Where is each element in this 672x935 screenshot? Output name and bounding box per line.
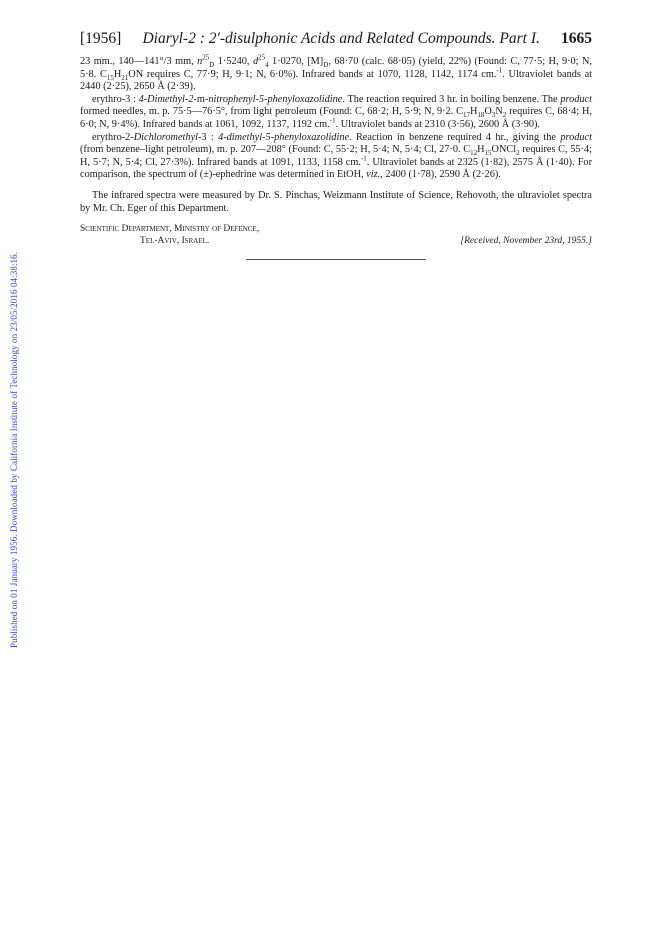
download-stamp <box>9 128 21 648</box>
article-footer <box>80 223 592 247</box>
journal-page <box>80 30 592 260</box>
city-line: Tel-Aviv, Israel. <box>140 236 210 247</box>
header-year: [1956] <box>80 30 122 47</box>
department-line: Scientific Department, Ministry of Defence, <box>80 224 260 235</box>
article-body <box>80 53 592 260</box>
paragraph-nitrophenyl-oxazolidine: erythro-3 : 4-Dimethyl-2-m-nitrophenyl-5-phenyloxazolidine. The reaction required 3 hr. in boiling benzene. The product formed needles, m. p. 75·5—76·5°, from light petroleum (Found: C, 68·2; H, 5·9; N, 9·2. $C_{17}H_{18}O_3N_2$ requires C, 68·4; H, 6·0; N, 9·4%). Infrared bands at 1061, 1092, 1137, 1192 cm.$^{-1}$. Ultraviolet bands at 2310 (3·56), 2600 Å (3·90). <box>80 93 592 130</box>
header-page-number: 1665 <box>561 30 592 47</box>
header-title: Diaryl-2 : 2′-disulphonic Acids and Related Compounds. Part I. <box>142 30 540 47</box>
download-stamp-text: Published on 01 January 1956. Downloaded by California Institute of Technology on 23/05/2016 04:38:16. <box>9 251 19 648</box>
paragraph-dichloromethyl-oxazolidine: erythro-2-Dichloromethyl-3 : 4-dimethyl-5-phenyloxazolidine. Reaction in benzene required 4 hr., giving the product (from benzene–light petroleum), m. p. 207—208° (Found: C, 55·2; H, 5·4; N, 5·4; Cl, 27·0. $C_{12}H_{15}ONCl_2$ requires C, 55·4; H, 5·7; N, 5·4; Cl, 27·3%). Infrared bands at 1091, 1133, 1158 cm.$^{-1}$. Ultraviolet bands at 2325 (1·82), 2575 Å (1·40). For comparison, the spectrum of (±)-ephedrine was determined in EtOH, viz., 2400 (1·78), 2590 Å (2·26). <box>80 131 592 181</box>
paragraph-compound-data: 23 mm., 140—141°/3 mm, $n^{25}_D$ 1·5240, $d^{25}_4$ 1·0270, $[M]_D$, 68·70 (calc. 68·05) (yield, 22%) (Found: C, 77·5; H, 9·0; N, 5·8. $C_{15}H_{21}ON$ requires C, 77·9; H, 9·1; N, 6·0%). Infrared bands at 1070, 1128, 1142, 1174 cm.$^{-1}$. Ultraviolet bands at 2440 (2·25), 2650 Å (2·39). <box>80 53 592 93</box>
end-rule <box>246 259 426 260</box>
page-header <box>80 30 592 48</box>
received-date: [Received, November 23rd, 1955.] <box>460 236 592 247</box>
paragraph-acknowledgements: The infrared spectra were measured by Dr. S. Pinchas, Weizmann Institute of Science, Rehovoth, the ultraviolet spectra by Mr. Ch. Eger of this Department. <box>80 189 592 214</box>
